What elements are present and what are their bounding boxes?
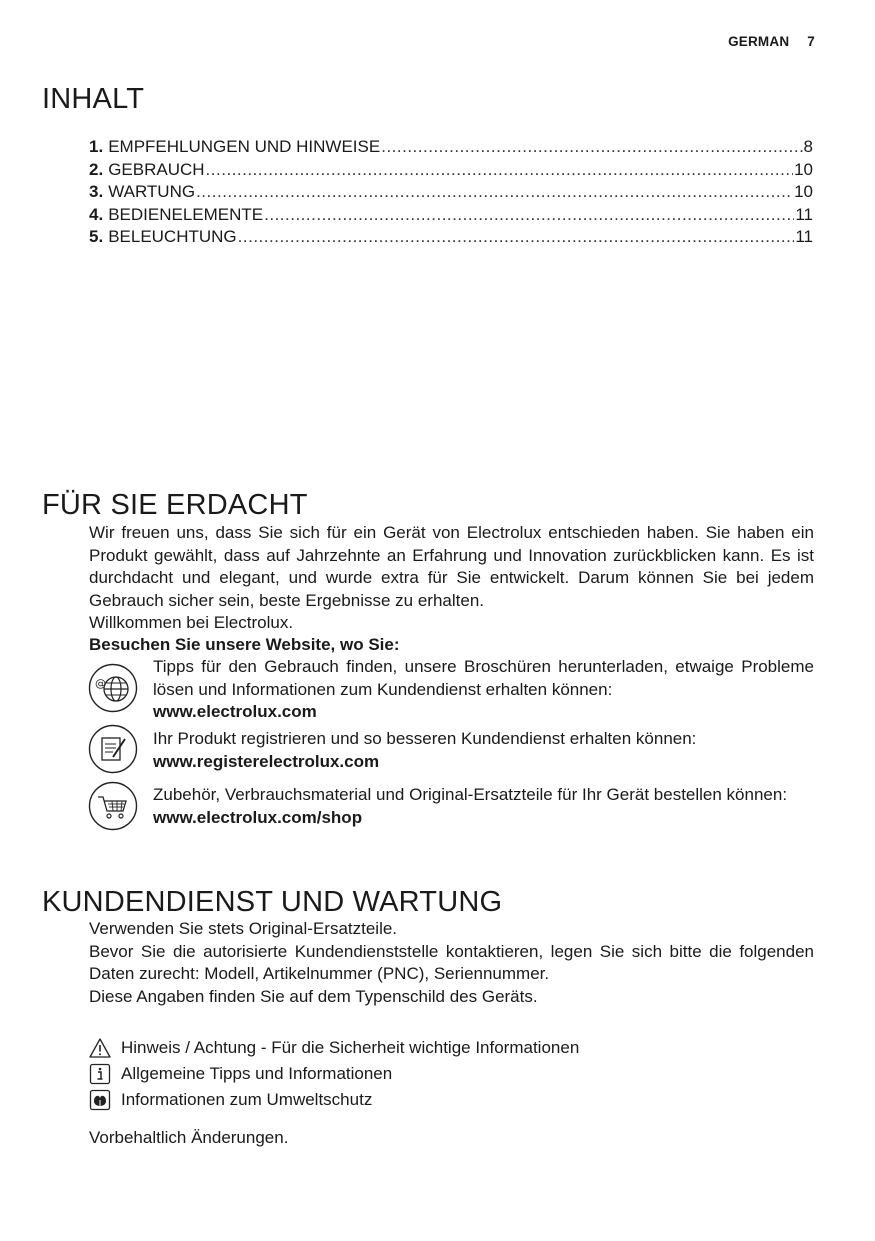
toc-item[interactable]	[89, 137, 813, 160]
website-info-text: Zubehör, Verbrauchsmaterial und Original-Ersatzteile für Ihr Gerät bestellen können:	[153, 785, 788, 804]
toc-item-number: 5.	[89, 227, 104, 246]
toc-item-page: 11	[795, 204, 813, 224]
page-header	[728, 34, 815, 49]
info-icon	[89, 1063, 111, 1085]
toc-leader	[206, 160, 794, 180]
table-of-contents	[89, 137, 813, 250]
toc-title: INHALT	[42, 83, 145, 115]
environment-leaf-icon	[89, 1089, 111, 1111]
website-heading: Besuchen Sie unsere Website, wo Sie:	[89, 635, 400, 654]
toc-item-label: BELEUCHTUNG	[108, 227, 237, 246]
symbol-label: Hinweis / Achtung - Für die Sicherheit wichtige Informationen	[121, 1038, 580, 1057]
website-info-item	[153, 656, 814, 724]
symbol-label: Informationen zum Umweltschutz	[121, 1090, 373, 1109]
service-line: Bevor Sie die autorisierte Kundendienststelle kontaktieren, legen Sie sich bitte die folgenden Daten zurecht: Modell, Artikelnummer (PNC), Seriennummer.	[89, 941, 814, 983]
register-link[interactable]: www.registerelectrolux.com	[153, 751, 380, 771]
toc-item[interactable]	[89, 160, 813, 183]
website-info-text: Ihr Produkt registrieren und so besseren Kundendienst erhalten können:	[153, 729, 697, 748]
intro-text	[89, 522, 814, 635]
toc-leader	[238, 227, 795, 247]
toc-item-number: 3.	[89, 182, 104, 201]
toc-item-label: EMPFEHLUNGEN UND HINWEISE	[108, 137, 381, 156]
toc-item-page: 10	[794, 182, 813, 201]
toc-leader	[381, 137, 802, 157]
toc-item-label: GEBRAUCH	[108, 159, 205, 179]
service-title: KUNDENDIENST UND WARTUNG	[42, 886, 503, 918]
shop-link[interactable]: www.electrolux.com/shop	[153, 807, 363, 827]
warning-triangle-icon	[89, 1037, 111, 1059]
toc-leader	[196, 182, 793, 202]
service-line: Diese Angaben finden Sie auf dem Typenschild des Geräts.	[89, 986, 538, 1006]
web-globe-icon	[88, 663, 138, 713]
shopping-cart-icon	[88, 781, 138, 831]
header-language: GERMAN	[728, 34, 790, 49]
toc-item-number: 1.	[89, 137, 104, 156]
toc-item-number: 2.	[89, 159, 104, 179]
service-text	[89, 918, 814, 1008]
toc-item[interactable]	[89, 227, 813, 250]
website-info-item	[153, 728, 814, 773]
register-document-icon	[88, 724, 138, 774]
page-number: 7	[807, 34, 815, 49]
footer-note: Vorbehaltlich Änderungen.	[89, 1128, 289, 1147]
website-info-text: Tipps für den Gebrauch finden, unsere Broschüren herunterladen, etwaige Probleme lösen und Informationen zum Kundendienst erhalten können:	[153, 657, 814, 699]
website-link[interactable]: www.electrolux.com	[153, 702, 317, 721]
toc-item-number: 4.	[89, 204, 104, 224]
toc-leader	[264, 205, 794, 225]
intro-title: FÜR SIE ERDACHT	[42, 489, 308, 521]
toc-item-label: BEDIENELEMENTE	[108, 204, 264, 224]
symbol-legend-item	[89, 1088, 372, 1112]
toc-item-page: 10	[794, 159, 813, 179]
toc-item-label: WARTUNG	[108, 182, 196, 201]
service-line: Verwenden Sie stets Original-Ersatzteile.	[89, 919, 398, 938]
symbol-legend-item	[89, 1062, 392, 1086]
website-info-item	[153, 784, 814, 829]
symbol-label: Allgemeine Tipps und Informationen	[121, 1064, 393, 1083]
toc-item[interactable]	[89, 205, 813, 228]
toc-item[interactable]	[89, 182, 813, 205]
symbol-legend-item	[89, 1036, 579, 1060]
svg-text:@: @	[95, 677, 106, 690]
intro-paragraph: Wir freuen uns, dass Sie sich für ein Gerät von Electrolux entschieden haben. Sie haben ein Produkt gewählt, dass auf Jahrzehnte an Erfahrung und Innovation zurückblicken kann. Es ist durchdacht und elegant, und wurde extra für Sie entwickelt. Darum können Sie bei jedem Gebrauch sicher sein, beste Ergebnisse zu erhalten.	[89, 523, 814, 610]
toc-item-page: 11	[795, 227, 813, 246]
toc-item-page: 8	[803, 137, 813, 156]
welcome-line: Willkommen bei Electrolux.	[89, 613, 294, 632]
